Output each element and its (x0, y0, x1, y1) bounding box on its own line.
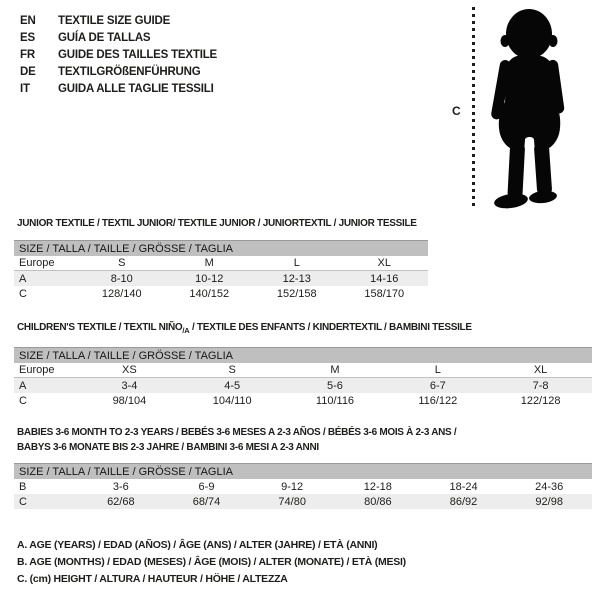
size-cell: M (330, 364, 340, 376)
size-cell: 98/104 (112, 394, 147, 407)
row-label: Europe (19, 257, 55, 269)
size-cell: 3-6 (112, 480, 129, 493)
table-row-b (14, 479, 592, 494)
language-row (20, 63, 217, 80)
size-cell: 158/170 (364, 287, 405, 300)
size-cell: 7-8 (532, 379, 549, 392)
size-cell: XL (377, 257, 391, 269)
language-code: FR (20, 48, 35, 61)
size-cell: 24-36 (535, 480, 564, 493)
row-label: C (19, 394, 27, 407)
table-row-c (14, 494, 592, 509)
babies-size-table (14, 463, 592, 509)
size-cell: 4-5 (224, 379, 241, 392)
toddler-silhouette-icon (480, 4, 584, 210)
babies-table-title (17, 425, 456, 455)
size-cell: 74/80 (278, 495, 306, 508)
junior-size-table (14, 240, 428, 301)
childrens-title-subscript: /A (182, 325, 190, 335)
legend-line-c: C. (cm) HEIGHT / ALTURA / HAUTEUR / HÖHE / ALTEZZA (17, 572, 288, 585)
height-measure-line (472, 7, 475, 208)
size-cell: 8-10 (110, 272, 133, 285)
size-table-header: SIZE / TALLA / TAILLE / GRÖSSE / TAGLIA (14, 463, 592, 479)
babies-title-line1: BABIES 3-6 MONTH TO 2-3 YEARS / BEBÉS 3-6 MESES A 2-3 AÑOS / BÉBÉS 3-6 MOIS À 2-3 ANS / (17, 427, 457, 438)
size-cell: 6-9 (198, 480, 215, 493)
size-cell: 128/140 (101, 287, 142, 300)
size-cell: XL (533, 364, 548, 376)
language-code: IT (20, 82, 30, 95)
size-cell: 140/152 (189, 287, 230, 300)
table-row-europe (14, 363, 592, 378)
size-cell: 86/92 (449, 495, 478, 508)
legend-line-b: B. AGE (MONTHS) / EDAD (MESES) / ÂGE (MOIS) / ALTER (MONATE) / ETÀ (MESI) (17, 555, 406, 568)
size-cell: S (118, 257, 126, 269)
language-title: TEXTILE SIZE GUIDE (58, 14, 171, 27)
language-row (20, 46, 217, 63)
size-cell: 68/74 (192, 495, 221, 508)
junior-table-title: JUNIOR TEXTILE / TEXTIL JUNIOR/ TEXTILE JUNIOR / JUNIORTEXTIL / JUNIOR TESSILE (17, 218, 417, 229)
language-row (20, 80, 217, 97)
language-title: GUÍA DE TALLAS (58, 31, 151, 44)
language-row (20, 12, 217, 29)
size-cell: 62/68 (107, 495, 135, 508)
size-table-header: SIZE / TALLA / TAILLE / GRÖSSE / TAGLIA (14, 240, 428, 256)
size-cell: 5-6 (327, 379, 343, 392)
size-cell: L (293, 257, 300, 269)
table-row-a (14, 378, 592, 393)
row-label: B (19, 480, 27, 493)
row-label: C (19, 495, 27, 508)
language-row (20, 29, 217, 46)
size-cell: M (204, 257, 214, 269)
childrens-title-pre: CHILDREN'S TEXTILE / TEXTIL NIÑO (17, 322, 183, 333)
measurement-legend (17, 536, 406, 587)
size-cell: L (434, 364, 441, 376)
language-title: GUIDE DES TAILLES TEXTILE (58, 48, 217, 61)
size-cell: 122/128 (520, 394, 561, 407)
size-cell: 110/116 (315, 394, 355, 407)
size-cell: 92/98 (535, 495, 563, 508)
legend-line-a: A. AGE (YEARS) / EDAD (AÑOS) / ÂGE (ANS) / ALTER (JAHRE) / ETÀ (ANNI) (17, 538, 378, 551)
size-cell: 6-7 (429, 379, 446, 392)
babies-title-line2: BABYS 3-6 MONATE BIS 2-3 JAHRE / BAMBINI 3-6 MESI A 2-3 ANNI (17, 442, 319, 453)
size-cell: 10-12 (195, 272, 224, 285)
row-label: C (19, 287, 27, 300)
table-row-a (14, 271, 428, 286)
childrens-table-title (17, 322, 472, 333)
language-guide (20, 12, 217, 97)
size-cell: 104/110 (212, 394, 252, 407)
row-label: Europe (19, 364, 55, 376)
size-cell: 152/158 (276, 287, 317, 300)
language-code: DE (20, 65, 36, 78)
table-row-europe (14, 256, 428, 271)
table-row-c (14, 286, 428, 301)
size-cell: 18-24 (449, 480, 478, 493)
language-title: TEXTILGRÖßENFÜHRUNG (58, 65, 201, 78)
size-cell: 14-16 (370, 272, 399, 285)
size-cell: XS (122, 364, 137, 376)
language-code: EN (20, 14, 36, 27)
size-cell: 80/86 (364, 495, 392, 508)
language-code: ES (20, 31, 35, 44)
figure-c-label: C (452, 104, 461, 118)
size-cell: 12-18 (363, 480, 392, 493)
size-cell: 3-4 (121, 379, 138, 392)
childrens-title-post: / TEXTILE DES ENFANTS / KINDERTEXTIL / BAMBINI TESSILE (189, 322, 472, 333)
size-cell: 12-13 (282, 272, 311, 285)
table-row-c (14, 393, 592, 408)
size-table-header: SIZE / TALLA / TAILLE / GRÖSSE / TAGLIA (14, 347, 592, 363)
childrens-size-table (14, 347, 592, 408)
language-title: GUIDA ALLE TAGLIE TESSILI (58, 82, 214, 95)
size-cell: S (228, 364, 236, 376)
size-cell: 9-12 (281, 480, 304, 493)
row-label: A (19, 379, 27, 392)
size-cell: 116/122 (418, 394, 458, 407)
row-label: A (19, 272, 27, 285)
